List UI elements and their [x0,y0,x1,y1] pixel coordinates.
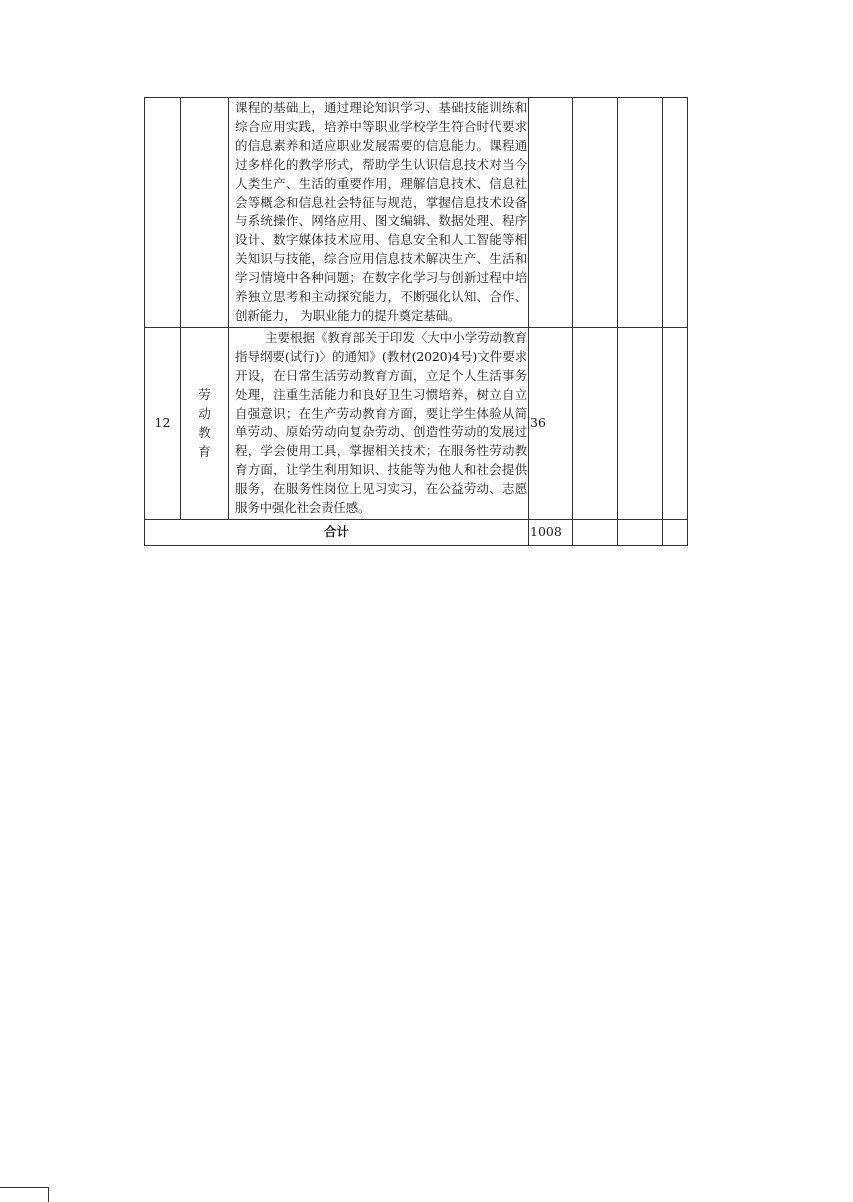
total-hours-cell [529,519,573,545]
course-description: 主要根据《教育部关于印发〈大中小学劳动教育指导纲要(试行)〉的通知》(教材(2020)4号)文件要求开设，在日常生活劳动教育方面，立足个人生活事务处理，注重生活能力和良好卫生习惯培养，树立自立自强意识；在生产劳动教育方面，要让学生体验从简单劳动、原始劳动向复杂劳动、创造性劳动的发展过程，学会使用工具，掌握相关技术；在服务性劳动教育方面，让学生利用知识、技能等为他人和社会提供服务，在服务性岗位上见习实习，在公益劳动、志愿服务中强化社会责任感。 [235,329,527,516]
number-cell [145,327,181,519]
empty-cell [573,327,618,519]
description-cell [229,98,529,328]
table-row-continued [145,98,688,328]
empty-cell [663,327,688,519]
empty-cell [663,98,688,328]
course-hours: 36 [530,414,546,430]
course-description: 课程的基础上，通过理论知识学习、基础技能训练和综合应用实践，培养中等职业学校学生符合时代要求的信息素养和适应职业发展需要的信息能力。课程通过多样化的教学形式，帮助学生认识信息技术对当今人类生产、生活的重要作用，理解信息技术、信息社会等概念和信息社会特征与规范，掌握信息技术设备与系统操作、网络应用、图文编辑、数据处理、程序设计、数字媒体技术应用、信息安全和人工智能等相关知识与技能，综合应用信息技术解决生产、生活和学习情境中各种问题；在数字化学习与创新过程中培养独立思考和主动探究能力，不断强化认知、合作、创新能力， 为职业能力的提升奠定基础。 [235,100,527,323]
course-name-cell [181,327,229,519]
course-table [144,97,688,546]
number-cell [145,98,181,328]
course-number: 12 [154,414,171,430]
empty-cell [618,327,663,519]
empty-cell [573,519,618,545]
empty-cell [618,98,663,328]
page-corner-mark [0,1187,49,1202]
hours-cell [529,327,573,519]
course-name-cell [181,98,229,328]
empty-cell [618,519,663,545]
total-hours: 1008 [530,523,562,539]
table-row-total [145,519,688,545]
course-name: 劳动教育 [198,386,211,459]
total-label-cell [145,519,529,545]
hours-cell [529,98,573,328]
empty-cell [663,519,688,545]
description-cell [229,327,529,519]
empty-cell [573,98,618,328]
table-row-labour-education [145,327,688,519]
total-label: 合计 [323,523,349,539]
